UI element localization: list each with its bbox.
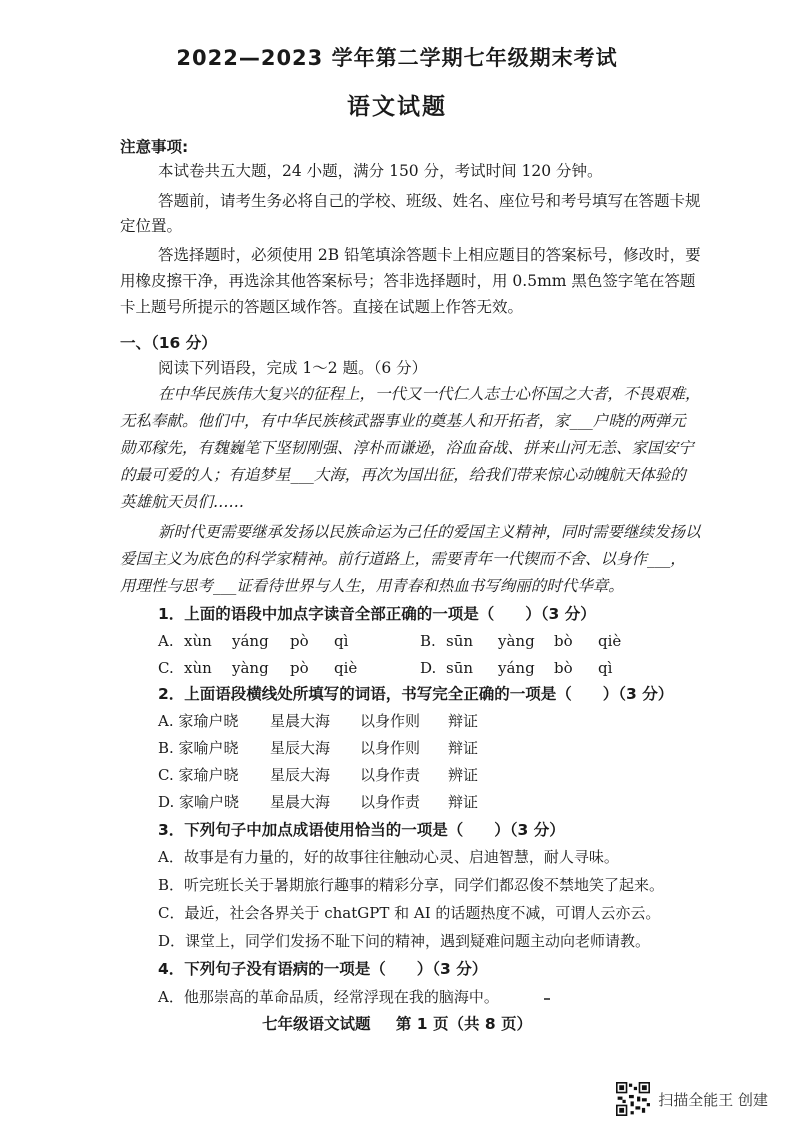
q1-option-d-pinyin: bò [554, 659, 573, 677]
footer-page-number: 第 1 页（共 8 页） [395, 1015, 533, 1033]
q1-option-d-pinyin: sūn [446, 659, 474, 677]
q2-option-b-word: 以身作则 [360, 739, 421, 757]
passage-p1-line: 的最可爱的人；有追梦星___大海，再次为国出征，给我们带来惊心动魄航天体验的 [120, 466, 686, 484]
q1-option-a-pinyin: yáng [232, 632, 269, 650]
scanner-watermark [616, 1082, 768, 1116]
q2-option-c [158, 764, 678, 786]
q3-option-a: A．故事是有力量的，好的故事往往触动心灵、启迪智慧，耐人寻味。 [158, 848, 619, 866]
q2-option-a-word: 星晨大海 [270, 712, 331, 730]
section-intro: 阅读下列语段，完成 1～2 题。（6 分） [158, 359, 428, 377]
q2-option-b-word: 星辰大海 [270, 739, 331, 757]
section-heading: 一、（16 分） [120, 334, 217, 352]
question-1-stem: 1．上面的语段中加点字读音全部正确的一项是（ ）（3 分） [158, 605, 596, 623]
qr-code-icon [616, 1082, 650, 1116]
q1-option-d-pinyin: yáng [498, 659, 535, 677]
q2-option-d-word: D. 家喻户晓 [158, 793, 240, 811]
q3-option-d: D．课堂上，同学们发扬不耻下问的精神，遇到疑难问题主动向老师请教。 [158, 932, 651, 950]
q2-option-b-word: B. 家喻户晓 [158, 739, 239, 757]
passage-p1-line: 勋邓稼先，有魏巍笔下坚韧刚强、淳朴而谦逊，浴血奋战、拼来山河无恙、家国安宁 [120, 439, 694, 457]
q2-option-b [158, 737, 678, 759]
footer-subject: 七年级语文试题 [261, 1015, 371, 1033]
notice-line-3a: 答选择题时，必须使用 2B 铅笔填涂答题卡上相应题目的答案标号，修改时，要 [158, 246, 701, 264]
exam-title: 2022—2023 学年第二学期七年级期末考试 [176, 46, 618, 70]
q2-option-d [158, 791, 678, 813]
notice-line-3c: 卡上题号所提示的答题区域作答。直接在试题上作答无效。 [120, 298, 524, 316]
q1-option-c-pinyin: pò [290, 659, 309, 677]
question-3-stem: 3．下列句子中加点成语使用恰当的一项是（ ）（3 分） [158, 821, 565, 839]
q3-option-b: B．听完班长关于暑期旅行趣事的精彩分享，同学们都忍俊不禁地笑了起来。 [158, 876, 665, 894]
q2-option-b-word: 辩证 [448, 739, 479, 757]
q1-option-row [158, 630, 678, 652]
passage-p1-line: 无私奉献。他们中，有中华民族核武器事业的奠基人和开拓者，家___户晓的两弹元 [120, 412, 686, 430]
q2-option-a-word: 辩证 [448, 712, 479, 730]
question-4-stem: 4．下列句子没有语病的一项是（ ）（3 分） [158, 960, 488, 978]
q1-option-b-pinyin: yàng [498, 632, 535, 650]
q2-option-c-word: 星辰大海 [270, 766, 331, 784]
q2-option-c-word: C. 家瑜户晓 [158, 766, 239, 784]
watermark-text: 扫描全能王 创建 [658, 1090, 768, 1109]
q1-option-b-pinyin: bò [554, 632, 573, 650]
q2-option-d-word: 辩证 [448, 793, 479, 811]
q1-option-a-pinyin: xùn [184, 632, 212, 650]
q1-option-a-pinyin: pò [290, 632, 309, 650]
q1-option-d-letter: D. [420, 659, 437, 677]
q2-option-a-word: 以身作则 [360, 712, 421, 730]
q2-option-a-word: A. 家瑜户晓 [158, 712, 239, 730]
notice-line-1: 本试卷共五大题，24 小题，满分 150 分，考试时间 120 分钟。 [158, 162, 603, 180]
q3-option-c: C．最近，社会各界关于 chatGPT 和 AI 的话题热度不减，可谓人云亦云。 [158, 904, 661, 922]
q2-option-c-word: 辨证 [448, 766, 479, 784]
q2-option-d-word: 以身作责 [360, 793, 421, 811]
passage-p2-line: 爱国主义为底色的科学家精神。前行道路上，需要青年一代锲而不舍、以身作___， [120, 550, 686, 568]
notice-line-3b: 用橡皮擦干净，再选涂其他答案标号；答非选择题时，用 0.5mm 黑色签字笔在答题 [120, 272, 696, 290]
notice-line-2a: 答题前，请考生务必将自己的学校、班级、姓名、座位号和考号填写在答题卡规 [158, 192, 701, 210]
q1-option-c-pinyin: yàng [232, 659, 269, 677]
q1-option-b-pinyin: qiè [598, 632, 622, 650]
q2-option-a [158, 710, 678, 732]
q2-option-d-word: 星晨大海 [270, 793, 331, 811]
q1-option-row [158, 657, 678, 679]
q1-option-c-pinyin: xùn [184, 659, 212, 677]
notice-line-2b: 定位置。 [120, 217, 183, 235]
q1-option-a-pinyin: qì [334, 632, 349, 650]
notice-heading: 注意事项: [120, 138, 189, 156]
page-footer [0, 1012, 794, 1034]
q2-option-c-word: 以身作责 [360, 766, 421, 784]
passage-p1-line: 在中华民族伟大复兴的征程上，一代又一代仁人志士心怀国之大者，不畏艰难， [158, 385, 701, 403]
scan-speck [544, 998, 550, 1000]
q1-option-b-pinyin: sūn [446, 632, 474, 650]
q1-option-b-letter: B. [420, 632, 436, 650]
passage-p2-line: 新时代更需要继承发扬以民族命运为己任的爱国主义精神，同时需要继续发扬以 [158, 523, 701, 541]
passage-p2-line: 用理性与思考___证看待世界与人生，用青春和热血书写绚丽的时代华章。 [120, 577, 624, 595]
q1-option-d-pinyin: qì [598, 659, 613, 677]
q1-option-c-letter: C. [158, 659, 174, 677]
q1-option-a-letter: A. [158, 632, 174, 650]
q1-option-c-pinyin: qiè [334, 659, 358, 677]
question-2-stem: 2．上面语段横线处所填写的词语，书写完全正确的一项是（ ）（3 分） [158, 685, 674, 703]
q4-option-a: A．他那崇高的革命品质，经常浮现在我的脑海中。 [158, 988, 499, 1006]
exam-subtitle: 语文试题 [347, 94, 447, 120]
passage-p1-line: 英雄航天员们…… [120, 493, 245, 511]
